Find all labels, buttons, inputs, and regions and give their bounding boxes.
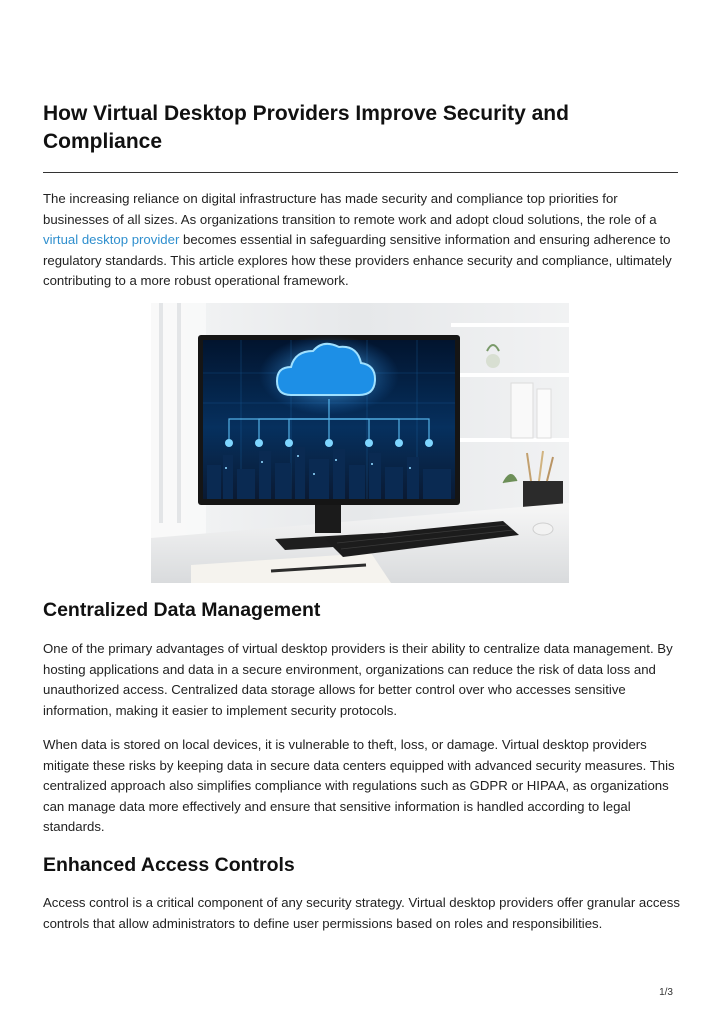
- section-2-paragraph-1: Access control is a critical component of any security strategy. Virtual desktop providers offer granular access controls that allow administrators to define user permissions based on roles and responsibilities.: [43, 895, 680, 931]
- section-1-paragraph-2: When data is stored on local devices, it is vulnerable to theft, loss, or damage. Virtual desktop providers mitigate these risks by keeping data in secure data centers equipped with advanced security measures. This centralized approach also simplifies compliance with regulations such as GDPR or HIPAA, as organizations can manage data more effectively and ensure that sensitive information is handled according to legal standards.: [43, 737, 675, 835]
- intro-text-start: The increasing reliance on digital infrastructure has made security and compliance top priorities for businesses of all sizes. As organizations transition to remote work and adopt cloud solutions, the role of a: [43, 191, 657, 227]
- article-title: How Virtual Desktop Providers Improve Security and Compliance: [43, 102, 569, 153]
- hero-image-monitor-cloud: [151, 303, 569, 583]
- virtual-desktop-provider-link[interactable]: virtual desktop provider: [43, 232, 180, 248]
- page-number: 1/3: [659, 987, 673, 998]
- section-1-paragraph-1: One of the primary advantages of virtual desktop providers is their ability to centralize data management. By hosting applications and data in a secure environment, organizations can reduce the risk of data loss and unauthorized access. Centralized data storage allows for better control over who accesses sensitive information, making it easier to implement security protocols.: [43, 641, 673, 718]
- section-heading-enhanced-access-controls: Enhanced Access Controls: [43, 854, 295, 876]
- intro-paragraph: [43, 189, 683, 292]
- title-divider: [43, 172, 678, 173]
- section-heading-centralized-data-management: Centralized Data Management: [43, 599, 321, 621]
- intro-text-end: becomes essential in safeguarding sensitive information and ensuring adherence to regulatory standards. This article explores how these providers enhance security and compliance, ultimately contributing to a more robust operational framework.: [43, 232, 672, 289]
